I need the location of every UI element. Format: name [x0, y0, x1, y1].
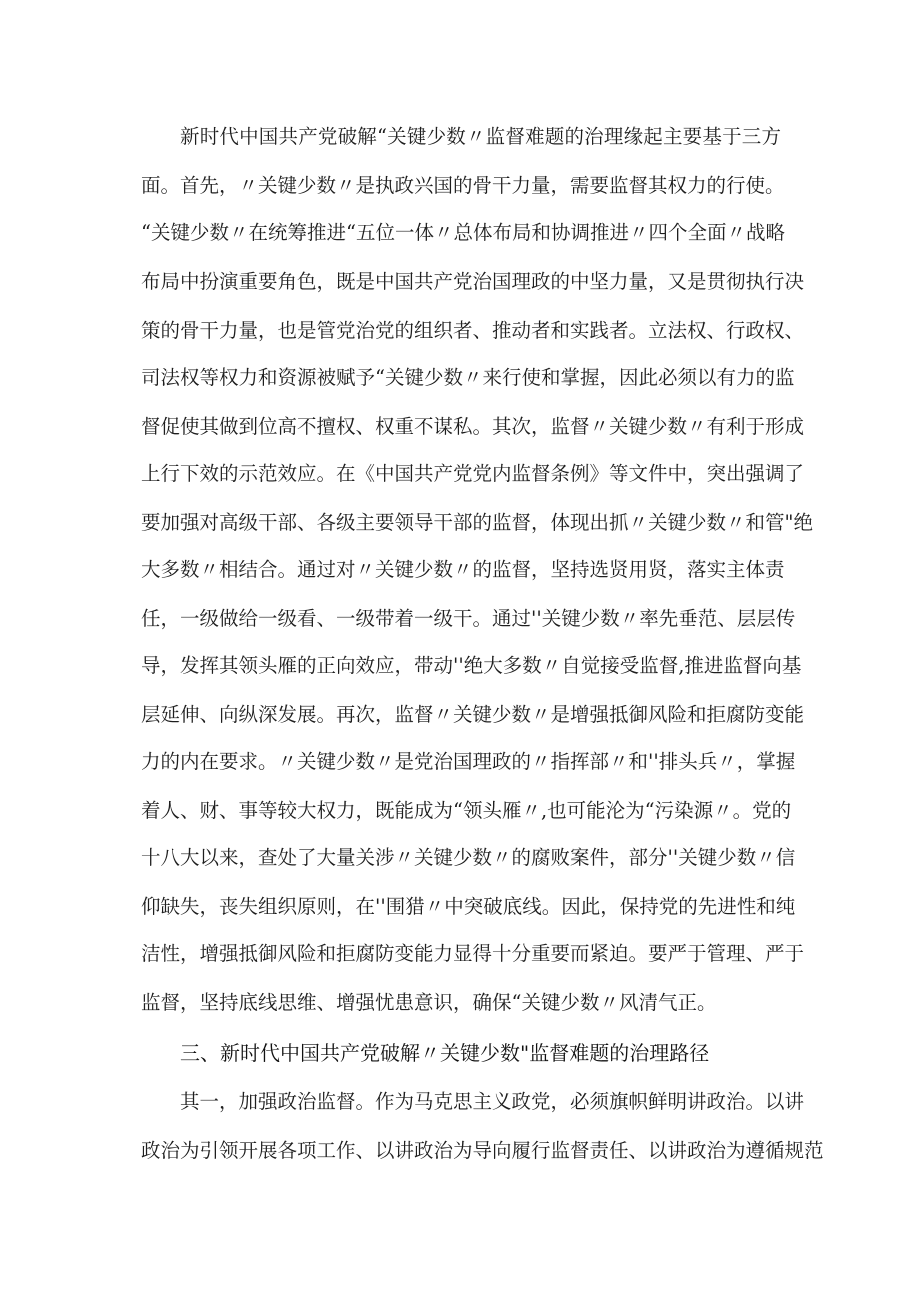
text-line: 上行下效的示范效应。在《中国共产党党内监督条例》等文件中，突出强调了 — [141, 462, 805, 485]
text-line: 要加强对高级干部、各级主要领导干部的监督，体现出抓〃关键少数〃和管"绝 — [141, 511, 813, 534]
text-line: 着人、财、事等较大权力，既能成为“领头雁〃,也可能沦为“污染源〃。党的 — [141, 799, 792, 822]
text-line: “关键少数〃在统筹推进“五位一体〃总体布局和协调推进〃四个全面〃战略 — [141, 221, 785, 244]
text-line: 督促使其做到位高不擅权、权重不谋私。其次，监督〃关键少数〃有利于形成 — [141, 415, 805, 438]
text-line: 司法权等权力和资源被赋予“关键少数〃来行使和掌握，因此必须以有力的监 — [141, 366, 795, 389]
text-line: 布局中扮演重要角色，既是中国共产党治国理政的中坚力量，又是贯彻执行决 — [141, 270, 805, 293]
text-line: 其一，加强政治监督。作为马克思主义政党，必须旗帜鲜明讲政治。以讲 — [180, 1090, 805, 1113]
text-line: 监督，坚持底线思维、增强忧患意识，确保“关键少数〃风清气正。 — [141, 991, 717, 1014]
section-heading: 三、新时代中国共产党破解〃关键少数"监督难题的治理路径 — [180, 1041, 710, 1065]
text-line: 大多数〃相结合。通过对〃关键少数〃的监督，坚持选贤用贤，落实主体责 — [141, 558, 785, 581]
text-line: 策的骨干力量，也是管党治党的组织者、推动者和实践者。立法权、行政权、 — [141, 319, 805, 342]
text-line: 新时代中国共产党破解“关键少数〃监督难题的治理缘起主要基于三方 — [180, 125, 781, 148]
text-line: 洁性，增强抵御风险和拒腐防变能力显得十分重要而紧迫。要严于管理、严于 — [141, 942, 805, 965]
text-line: 面。首先，〃关键少数〃是执政兴国的骨干力量，需要监督其权力的行使。 — [141, 174, 785, 197]
text-line: 政治为引领开展各项工作、以讲政治为导向履行监督责任、以讲政治为遵循规范 — [141, 1139, 824, 1162]
text-line: 任，一级做给一级看、一级带着一级干。通过''关键少数〃率先垂范、层层传 — [141, 607, 796, 630]
text-line: 层延伸、向纵深发展。再次，监督〃关键少数〃是增强抵御风险和拒腐防变能 — [141, 703, 805, 726]
text-line: 导，发挥其领头雁的正向效应，带动''绝大多数〃自觉接受监督,推进监督向基 — [141, 654, 802, 677]
text-line: 力的内在要求。〃关键少数〃是党治国理政的〃指挥部〃和''排头兵〃，掌握 — [141, 750, 796, 773]
text-line: 十八大以来，查处了大量关涉〃关键少数〃的腐败案件，部分''关键少数〃信 — [141, 846, 796, 869]
text-line: 仰缺失，丧失组织原则，在''围猎〃中突破底线。因此，保持党的先进性和纯 — [141, 895, 796, 918]
